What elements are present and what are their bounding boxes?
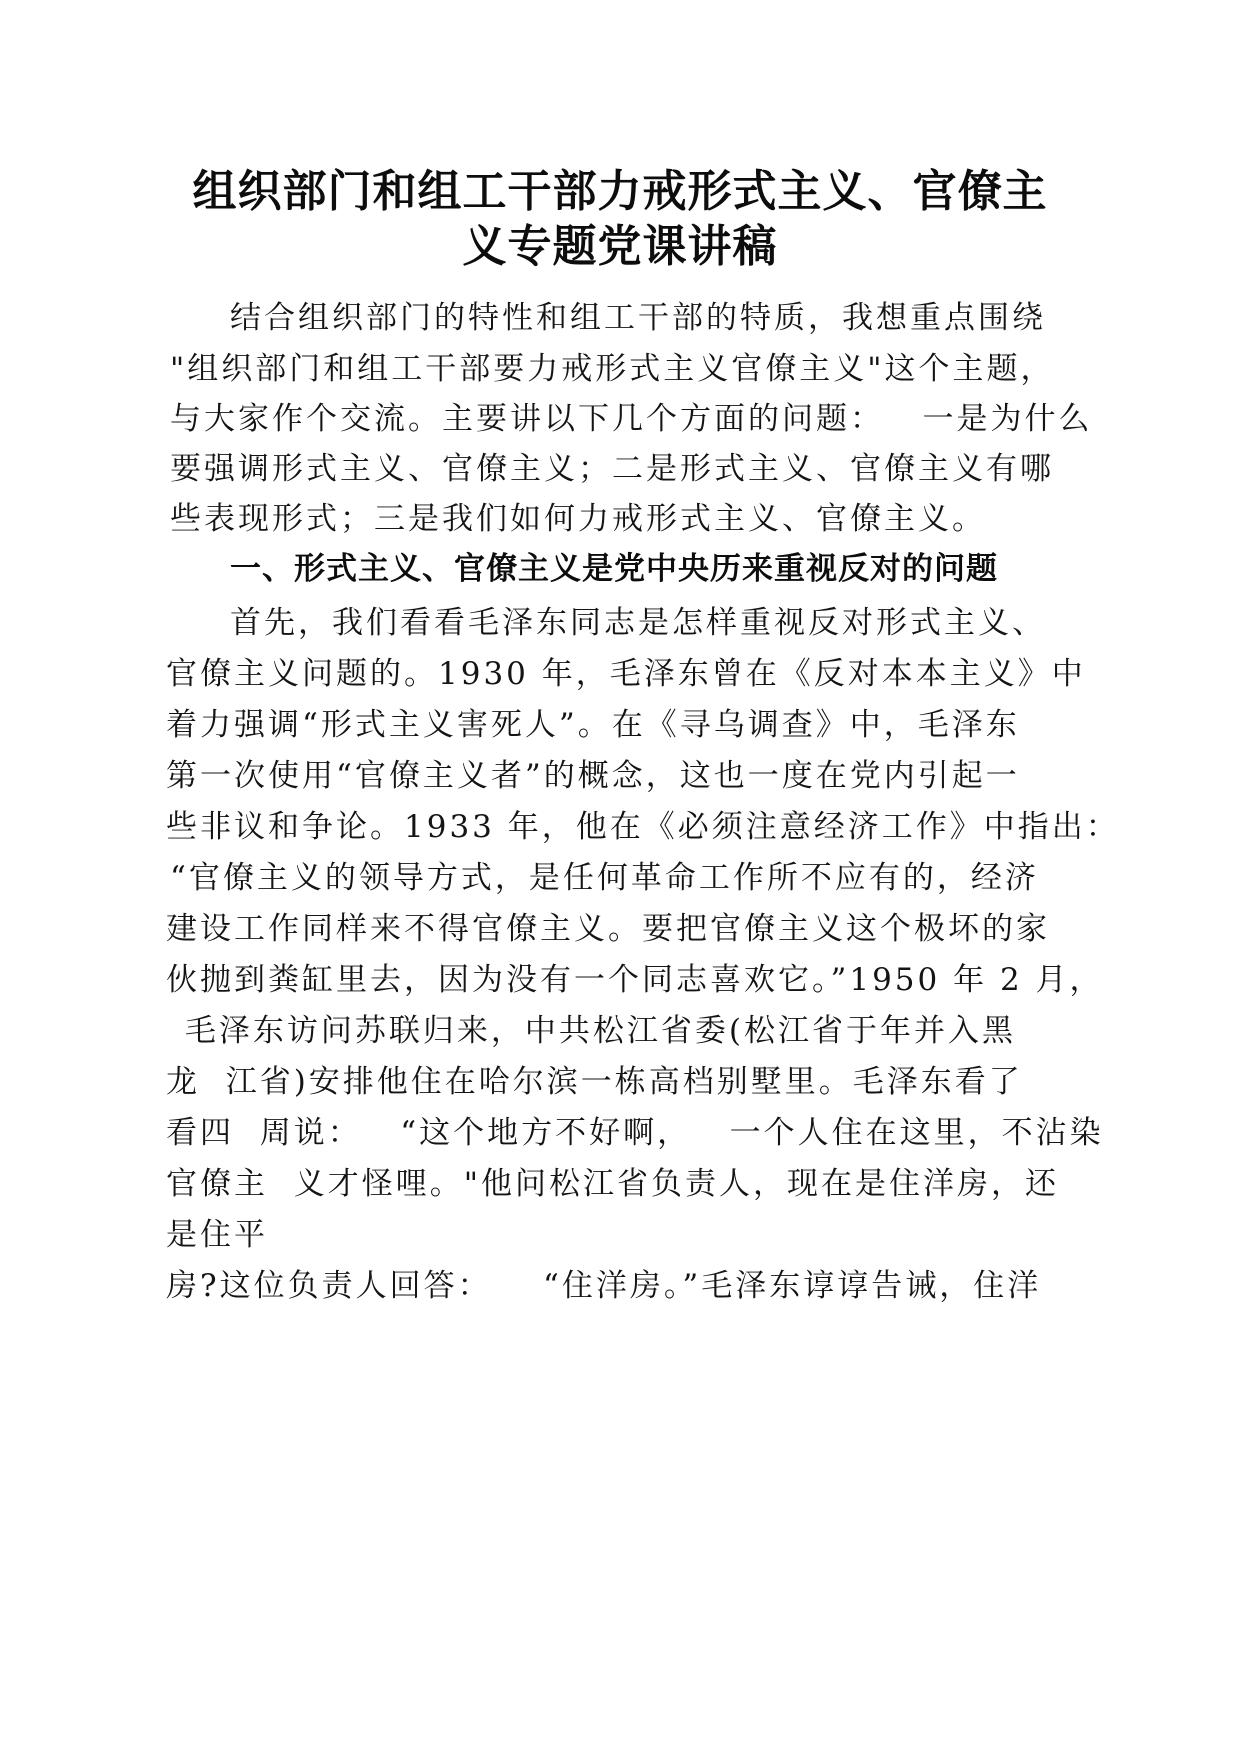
section-1-paragraph-line: 是住平: [166, 1217, 268, 1253]
section-1-paragraph-line: 官僚主义问题的。1930 年，毛泽东曾在《反对本本主义》中: [166, 656, 1086, 692]
section-1-paragraph-line: 伙抛到粪缸里去，因为没有一个同志喜欢它。”1950 年 2 月，: [166, 962, 1104, 998]
section-1-paragraph-line: 龙 江省)安排他住在哈尔滨一栋高档别墅里。毛泽东看了: [166, 1064, 1023, 1100]
intro-paragraph-line: 要强调形式主义、官僚主义；二是形式主义、官僚主义有哪: [170, 451, 1054, 487]
section-1-paragraph-line: 看四 周说： “这个地方不好啊， 一个人住在这里，不沾染: [166, 1115, 1104, 1151]
section-1-paragraph-line: 着力强调“形式主义害死人”。在《寻乌调查》中，毛泽东: [166, 707, 1020, 743]
section-1-paragraph-line: “官僚主义的领导方式，是任何革命工作所不应有的，经济: [170, 860, 1039, 896]
intro-paragraph-line: 些表现形式；三是我们如何力戒形式主义、官僚主义。: [170, 501, 986, 537]
document-title-line-2: 义专题党课讲稿: [462, 221, 778, 272]
section-1-paragraph-line: 房?这位负责人回答： “住洋房。”毛泽东谆谆告诫，住洋: [166, 1268, 1042, 1304]
section-1-paragraph-line: 首先，我们看看毛泽东同志是怎样重视反对形式主义、: [230, 605, 1046, 641]
section-1-paragraph-line: 第一次使用“官僚主义者”的概念，这也一度在党内引起一: [166, 758, 1020, 794]
section-1-heading: 一、形式主义、官僚主义是党中央历来重视反对的问题: [230, 551, 998, 587]
section-1-paragraph-line: 些非议和争论。1933 年，他在《必须注意经济工作》中指出：: [166, 809, 1120, 845]
intro-paragraph-line: 与大家作个交流。主要讲以下几个方面的问题： 一是为什么: [170, 401, 1093, 437]
intro-paragraph-line: "组织部门和组工干部要力戒形式主义官僚主义"这个主题，: [170, 351, 1055, 387]
section-1-paragraph-line: 毛泽东访问苏联归来，中共松江省委(松江省于年并入黑: [172, 1013, 1016, 1049]
document-title-line-1: 组织部门和组工干部力戒形式主义、官僚主: [192, 166, 1048, 217]
section-1-paragraph-line: 建设工作同样来不得官僚主义。要把官僚主义这个极坏的家: [166, 911, 1050, 947]
section-1-paragraph-line: 官僚主 义才怪哩。"他问松江省负责人，现在是住洋房，还: [166, 1166, 1059, 1202]
intro-paragraph-line: 结合组织部门的特性和组工干部的特质，我想重点围绕: [230, 300, 1046, 336]
